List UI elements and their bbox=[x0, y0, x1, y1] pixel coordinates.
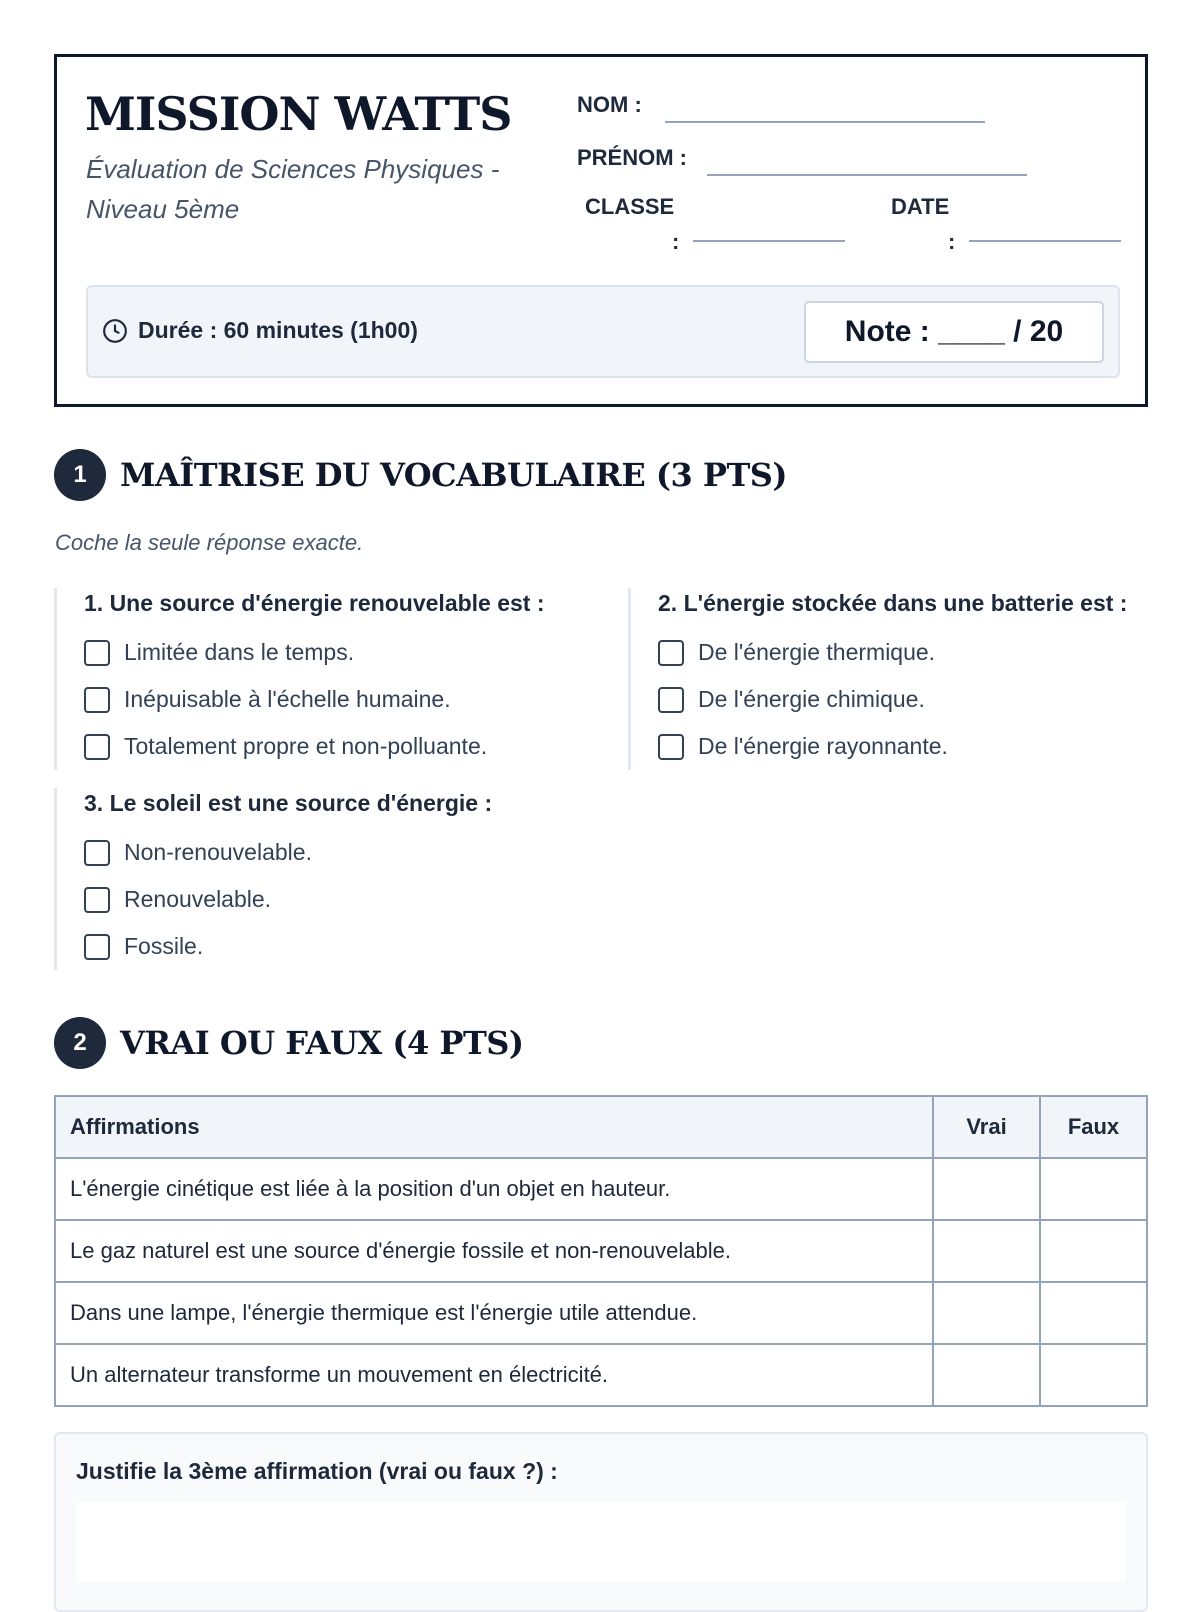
checkbox[interactable] bbox=[84, 887, 110, 913]
option-label: Inépuisable à l'échelle humaine. bbox=[124, 686, 451, 712]
subtitle: Évaluation de Sciences Physiques - Niveau 5ème bbox=[86, 154, 500, 224]
question-3 bbox=[54, 788, 614, 970]
faux-cell[interactable] bbox=[1040, 1220, 1147, 1282]
justification-box bbox=[54, 1432, 1148, 1612]
checkbox[interactable] bbox=[84, 934, 110, 960]
classe-label: CLASSE bbox=[585, 194, 675, 219]
option[interactable] bbox=[84, 723, 614, 770]
checkbox[interactable] bbox=[84, 734, 110, 760]
date-colon: : bbox=[948, 229, 956, 254]
section-number: 2 bbox=[54, 1017, 106, 1069]
statement: Dans une lampe, l'énergie thermique est l'énergie utile attendue. bbox=[55, 1282, 933, 1344]
option-label: Renouvelable. bbox=[124, 886, 272, 912]
faux-cell[interactable] bbox=[1040, 1158, 1147, 1220]
vrai-cell[interactable] bbox=[933, 1282, 1040, 1344]
info-bar bbox=[86, 285, 1120, 378]
checkbox[interactable] bbox=[658, 734, 684, 760]
justification-input[interactable] bbox=[76, 1502, 1126, 1582]
duration-text: Durée : 60 minutes (1h00) bbox=[138, 317, 418, 343]
section-1-heading bbox=[54, 449, 787, 501]
section-2-heading bbox=[54, 1017, 524, 1069]
option[interactable] bbox=[84, 676, 614, 723]
nom-label: NOM : bbox=[577, 92, 642, 117]
nom-field[interactable] bbox=[665, 121, 985, 123]
prenom-field[interactable] bbox=[707, 174, 1027, 176]
table-header bbox=[55, 1096, 1147, 1158]
section-title: MAÎTRISE DU VOCABULAIRE (3 PTS) bbox=[120, 456, 788, 494]
option-label: Non-renouvelable. bbox=[124, 839, 312, 865]
statement: Le gaz naturel est une source d'énergie fossile et non-renouvelable. bbox=[55, 1220, 933, 1282]
question-text: 2. L'énergie stockée dans une batterie est : bbox=[658, 590, 1128, 616]
checkbox[interactable] bbox=[84, 640, 110, 666]
header-box bbox=[54, 54, 1148, 407]
option[interactable] bbox=[658, 676, 1188, 723]
classe-colon: : bbox=[672, 229, 680, 254]
option[interactable] bbox=[84, 829, 614, 876]
option-label: De l'énergie rayonnante. bbox=[698, 733, 948, 759]
option[interactable] bbox=[84, 923, 614, 970]
option[interactable] bbox=[84, 876, 614, 923]
option-label: De l'énergie chimique. bbox=[698, 686, 925, 712]
checkbox[interactable] bbox=[658, 687, 684, 713]
table-row bbox=[55, 1158, 1147, 1220]
question-2 bbox=[628, 588, 1188, 770]
grade-box: Note : ____ / 20 bbox=[804, 301, 1104, 363]
option[interactable] bbox=[658, 629, 1188, 676]
page-title: MISSION WATTS bbox=[85, 87, 512, 141]
table-row bbox=[55, 1220, 1147, 1282]
faux-cell[interactable] bbox=[1040, 1344, 1147, 1406]
option[interactable] bbox=[658, 723, 1188, 770]
section-title: VRAI OU FAUX (4 PTS) bbox=[120, 1024, 524, 1062]
statement: Un alternateur transforme un mouvement en électricité. bbox=[55, 1344, 933, 1406]
vrai-cell[interactable] bbox=[933, 1158, 1040, 1220]
option-label: Totalement propre et non-polluante. bbox=[124, 733, 488, 759]
true-false-table bbox=[54, 1095, 1148, 1407]
date-field[interactable] bbox=[969, 240, 1121, 242]
instruction: Coche la seule réponse exacte. bbox=[55, 530, 364, 555]
col-faux: Faux bbox=[1040, 1096, 1147, 1158]
question-text: 3. Le soleil est une source d'énergie : bbox=[84, 790, 493, 816]
justification-label: Justifie la 3ème affirmation (vrai ou faux ?) : bbox=[76, 1458, 558, 1484]
checkbox[interactable] bbox=[84, 840, 110, 866]
col-vrai: Vrai bbox=[933, 1096, 1040, 1158]
question-1 bbox=[54, 588, 614, 770]
checkbox[interactable] bbox=[84, 687, 110, 713]
option-label: Limitée dans le temps. bbox=[124, 639, 355, 665]
question-text: 1. Une source d'énergie renouvelable est : bbox=[84, 590, 545, 616]
table-row bbox=[55, 1282, 1147, 1344]
vrai-cell[interactable] bbox=[933, 1344, 1040, 1406]
col-affirmations: Affirmations bbox=[55, 1096, 933, 1158]
option-label: De l'énergie thermique. bbox=[698, 639, 936, 665]
vrai-cell[interactable] bbox=[933, 1220, 1040, 1282]
table-row bbox=[55, 1344, 1147, 1406]
classe-field[interactable] bbox=[693, 240, 845, 242]
date-label: DATE bbox=[891, 194, 950, 219]
clock-icon bbox=[102, 318, 128, 344]
option-label: Fossile. bbox=[124, 933, 204, 959]
statement: L'énergie cinétique est liée à la position d'un objet en hauteur. bbox=[55, 1158, 933, 1220]
prenom-label: PRÉNOM : bbox=[577, 145, 687, 170]
option[interactable] bbox=[84, 629, 614, 676]
section-number: 1 bbox=[54, 449, 106, 501]
faux-cell[interactable] bbox=[1040, 1282, 1147, 1344]
checkbox[interactable] bbox=[658, 640, 684, 666]
duration bbox=[102, 317, 418, 344]
